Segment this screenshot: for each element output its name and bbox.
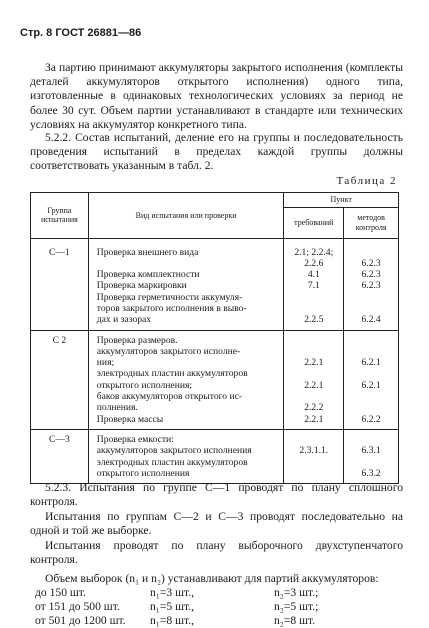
paragraph-5-2-3 <box>30 481 403 509</box>
cell-methods <box>344 238 399 330</box>
col-header-group: Группа испытания <box>31 193 89 239</box>
cell-line <box>346 391 396 402</box>
cell-line <box>346 368 396 379</box>
cell-line: Проверка герметичности аккумуля- <box>96 291 243 303</box>
paragraph-text: 5.2.2. Состав испытаний, деление его на группы и последовательность проведения испытаний в пределах каждой группы должны соответствовать указанным в табл. 2. <box>30 131 403 173</box>
table-row <box>31 429 399 483</box>
cell-line <box>346 402 396 413</box>
cell-line <box>346 434 396 445</box>
cell-group: С—1 <box>31 238 89 330</box>
cell-methods <box>344 429 399 483</box>
cell-line <box>346 303 396 314</box>
table-row <box>31 238 399 330</box>
cell-line: 2.2.1 <box>304 379 324 391</box>
cell-line: Проверка внешнего вида <box>96 246 199 258</box>
cell-kind <box>88 429 284 483</box>
sample-range: от 501 до 1200 шт. <box>35 614 126 627</box>
cell-line: торов закрытого исполнения в выво- <box>96 302 247 314</box>
paragraph-5-2-2 <box>30 131 403 174</box>
paragraph-text: За партию принимают аккумуляторы закрытого исполнения (комплекты деталей аккумуляторов открытого исполнения) одного типа, изготовленные в одинаковых технологических условиях за период не более 30 сут. Объем партии устанавливают в стандарте или технических условиях на аккумулятор конкретного типа. <box>30 61 403 131</box>
cell-line: 6.2.2 <box>361 413 381 425</box>
sample-size-list <box>35 572 394 628</box>
cell-line <box>286 468 341 479</box>
cell-line: Проверка комплектности <box>96 269 200 281</box>
cell-line: электродных пластин аккумуляторов <box>96 368 248 380</box>
cell-kind <box>88 238 284 330</box>
cell-requirements <box>284 429 344 483</box>
cell-line: 2.2.2 <box>304 402 324 414</box>
cell-group: С 2 <box>31 330 89 429</box>
paragraph-sample-size <box>30 572 394 586</box>
cell-line: 2.1; 2.2.4; <box>294 246 334 258</box>
cell-line <box>286 391 341 402</box>
cell-line <box>286 292 341 303</box>
cell-line: 2.2.1 <box>304 357 324 369</box>
cell-line: дах и зазорах <box>96 314 152 326</box>
cell-kind <box>88 330 284 429</box>
cell-methods <box>344 330 399 429</box>
paragraph-text: Испытания по группам С—2 и С—3 проводят последовательно на одной и той же выборке. <box>30 510 403 538</box>
cell-line: Проверка емкости: <box>96 433 174 445</box>
sample-n2: n₂=3 шт.; <box>274 586 319 599</box>
sample-n1: n₁=3 шт., <box>150 586 194 599</box>
cell-line: 6.2.1 <box>361 379 381 391</box>
paragraph-text: Испытания проводят по плану выборочного двухступенчатого контроля. <box>30 539 403 567</box>
cell-line: баков аккумуляторов открытого ис- <box>96 391 243 403</box>
sample-n1: n₁=5 шт., <box>150 600 194 613</box>
cell-line: Проверка массы <box>96 413 164 425</box>
cell-line <box>346 292 396 303</box>
cell-line <box>346 247 396 258</box>
table-caption: Таблица 2 <box>336 175 397 187</box>
cell-line: 6.3.2 <box>361 467 381 479</box>
page-header: Стр. 8 ГОСТ 26881—86 <box>20 27 142 39</box>
cell-line: 7.1 <box>307 280 320 292</box>
cell-line: ния; <box>96 357 115 369</box>
col-header-methods: методов контроля <box>344 207 399 238</box>
cell-line <box>286 457 341 468</box>
paragraph-text: Объем выборок (n₁ и n₂) устанавливают для партий аккумуляторов: <box>45 572 379 585</box>
table-body <box>31 238 399 484</box>
cell-line: 6.2.3 <box>361 280 381 292</box>
paragraph-groups-c2-c3 <box>30 510 403 538</box>
cell-line: Проверка маркировки <box>96 280 187 292</box>
cell-line <box>346 346 396 357</box>
col-header-requirements: требований <box>284 207 344 238</box>
sample-row <box>35 600 394 614</box>
cell-line: 6.3.1 <box>361 445 381 457</box>
sample-n1: n₁=8 шт., <box>150 614 194 627</box>
sample-n2: n₂=5 шт.; <box>274 600 319 613</box>
cell-line <box>346 457 396 468</box>
cell-line <box>286 368 341 379</box>
sample-row <box>35 586 394 600</box>
cell-line: Проверка размеров. <box>96 334 178 346</box>
cell-line <box>286 346 341 357</box>
table-2 <box>30 192 399 484</box>
sample-n2: n₂=8 шт. <box>274 614 316 627</box>
cell-line <box>286 434 341 445</box>
cell-line: 6.2.4 <box>361 314 381 326</box>
cell-line: 2.3.1.1. <box>299 445 329 457</box>
cell-requirements <box>284 330 344 429</box>
cell-line: 6.2.3 <box>361 257 381 269</box>
cell-line: 6.2.1 <box>361 357 381 369</box>
table-row <box>31 330 399 429</box>
cell-line: 4.1 <box>307 269 320 281</box>
col-header-clause: Пункт <box>284 193 399 208</box>
sample-range: от 151 до 500 шт. <box>35 600 120 613</box>
cell-line <box>286 335 341 346</box>
cell-line: открытого исполнения <box>96 467 190 479</box>
cell-line: 6.2.3 <box>361 269 381 281</box>
cell-line: электродных пластин аккумуляторов <box>96 456 248 468</box>
cell-group: С—3 <box>31 429 89 483</box>
cell-line: аккумуляторов закрытого исполнения <box>96 445 252 457</box>
cell-line <box>286 303 341 314</box>
cell-requirements <box>284 238 344 330</box>
col-header-kind: Вид испытания или проверки <box>88 193 284 239</box>
cell-line <box>97 258 282 269</box>
paragraph-batch-definition <box>30 61 403 132</box>
cell-line: аккумуляторов закрытого исполне- <box>96 345 241 357</box>
cell-line: 2.2.6 <box>304 257 324 269</box>
cell-line <box>346 335 396 346</box>
paragraph-text: 5.2.3. Испытания по группе С—1 проводят по плану сплошного контроля. <box>30 481 403 509</box>
paragraph-sampling-plan <box>30 539 403 567</box>
cell-line: 2.2.1 <box>304 413 324 425</box>
sample-range: до 150 шт. <box>35 586 86 599</box>
sample-row <box>35 614 394 628</box>
cell-line: полнения. <box>96 402 138 414</box>
cell-line: открытого исполнения; <box>96 379 193 391</box>
cell-line: 2.2.5 <box>304 314 324 326</box>
